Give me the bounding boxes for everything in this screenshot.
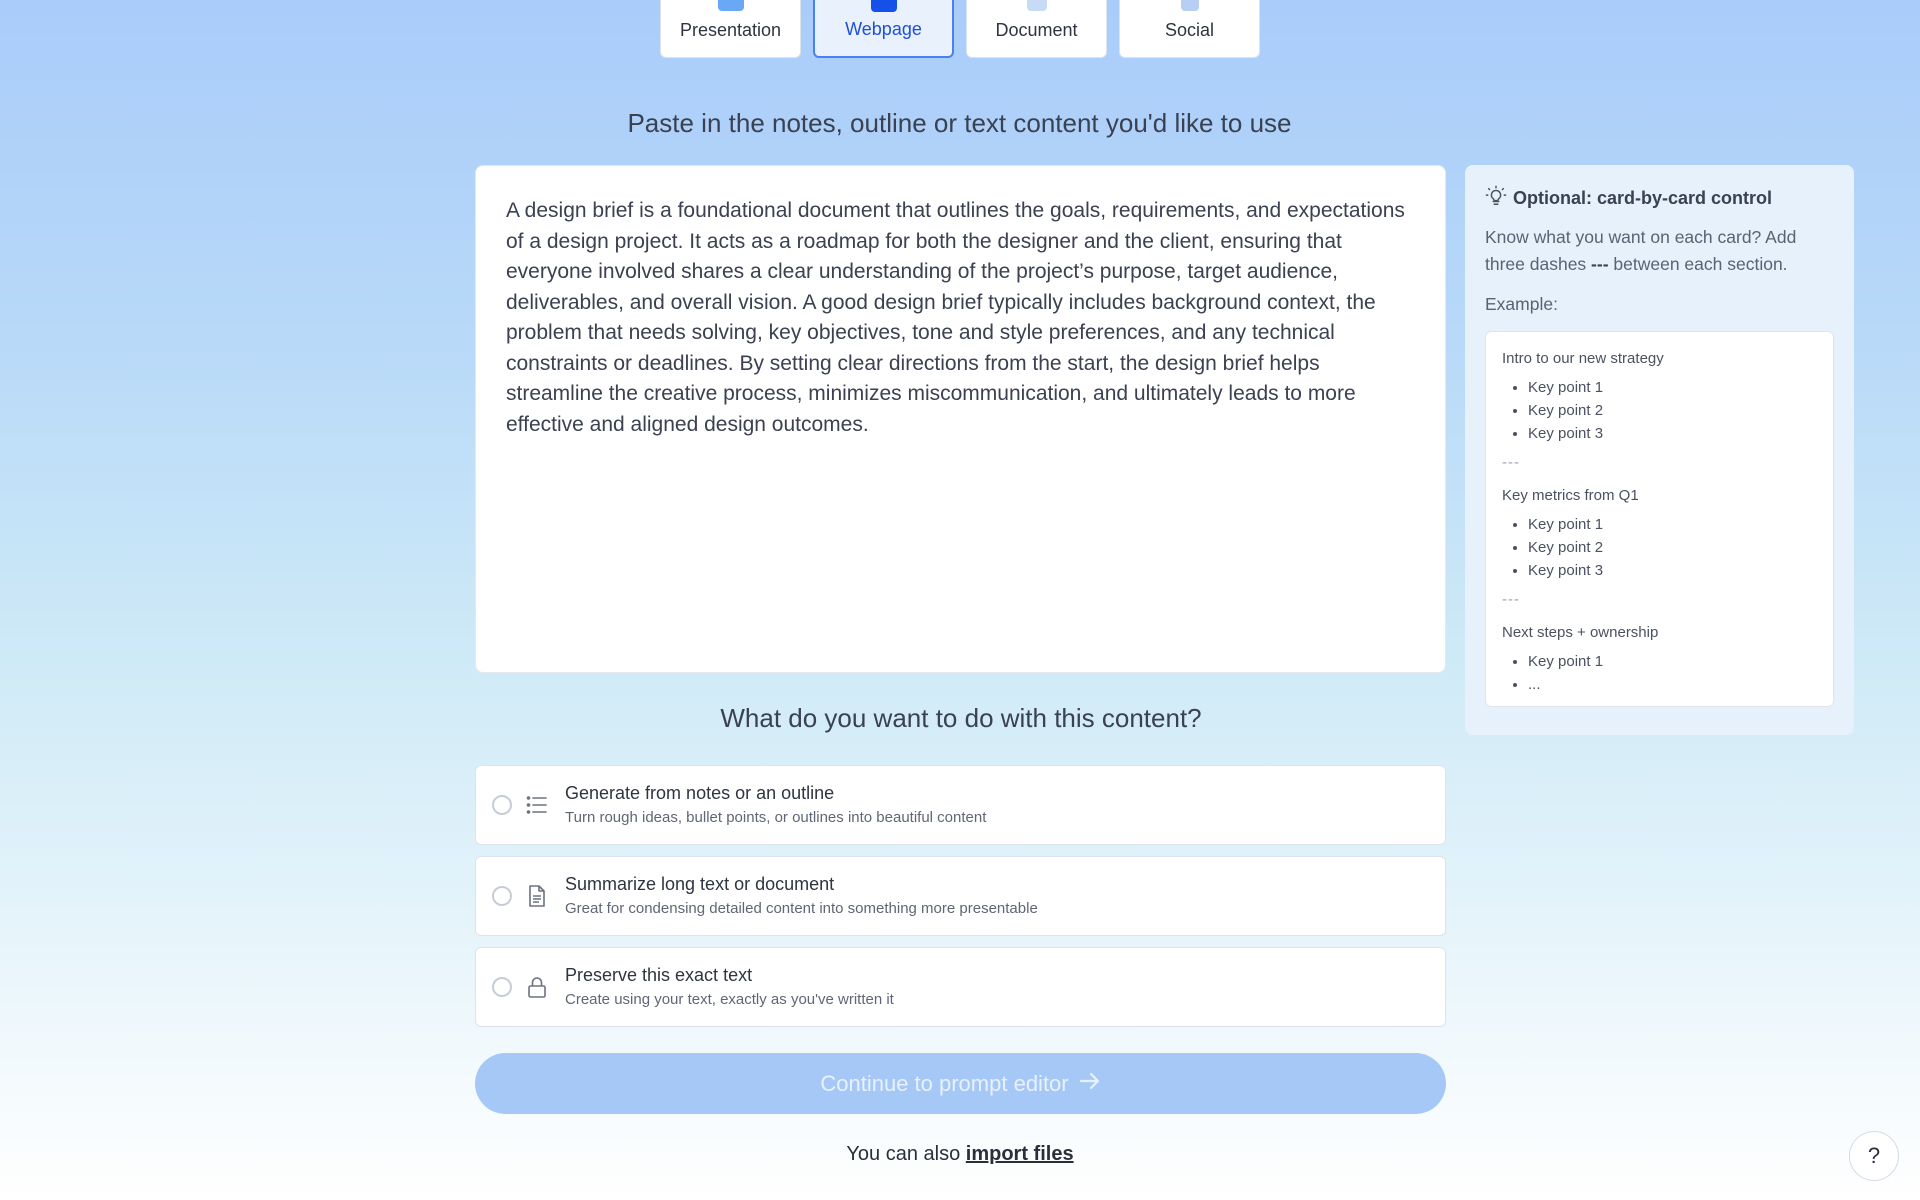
tab-social[interactable] [1119, 0, 1260, 58]
import-line [0, 1143, 1920, 1166]
list-item: • Key point 2 [1528, 399, 1817, 422]
radio-button[interactable] [492, 977, 512, 997]
tab-label: Webpage [845, 19, 922, 39]
example-points [1528, 650, 1817, 696]
tab-label: Document [995, 20, 1078, 40]
document-icon [526, 885, 548, 907]
paste-title-text: Paste in the notes, outline or text content you'd like to use [627, 108, 1292, 138]
example-points [1528, 376, 1817, 445]
import-prefix: You can also [846, 1143, 966, 1165]
example-points [1528, 513, 1817, 582]
option-title: Preserve this exact text [565, 965, 753, 985]
continue-label: Continue to prompt editor [820, 1070, 1069, 1096]
arrow-right-icon [1079, 1071, 1101, 1097]
action-title: What do you want to do with this content? [720, 703, 1202, 733]
lightbulb-icon [1485, 185, 1507, 212]
list-item: • Key point 1 [1528, 650, 1817, 673]
option-subtitle: Turn rough ideas, bullet points, or outlines into beautiful content [565, 809, 987, 826]
list-item: • Key point 3 [1528, 559, 1817, 582]
tips-heading-text: Optional: card-by-card control [1513, 188, 1773, 208]
option-subtitle: Great for condensing detailed content into something more presentable [565, 900, 1038, 917]
example-separator: --- [1502, 591, 1520, 608]
lock-icon [526, 976, 548, 998]
presentation-icon [718, 0, 744, 11]
content-editor[interactable]: A design brief is a foundational document that outlines the goals, requirements, and expectations of a design project. It acts as a roadmap for both the designer and the client, ensuring that everyone involved shares a clear understanding of the project’s purpose, target audience, deliverables, and overall vision. A good design brief typically includes background context, the problem that needs solving, key objectives, tone and style preferences, and any technical constraints or deadlines. By setting clear directions from the start, the design brief helps streamline the creative process, minimizes miscommunication, and ultimately leads to more effective and aligned design outcomes. [475, 165, 1446, 673]
radio-button[interactable] [492, 795, 512, 815]
continue-button[interactable] [475, 1053, 1446, 1114]
document-icon [1027, 0, 1047, 11]
tab-webpage[interactable] [813, 0, 954, 58]
content-type-tabs [660, 0, 1260, 58]
import-files-link[interactable]: import files [965, 1143, 1074, 1165]
option-preserve[interactable] [475, 947, 1446, 1027]
option-title: Summarize long text or document [565, 874, 835, 894]
tips-description: Know what you want on each card? Add three dashes --- between each section. [1485, 227, 1797, 274]
social-icon [1181, 0, 1199, 11]
tips-heading [1485, 185, 1834, 212]
radio-button[interactable] [492, 886, 512, 906]
tab-presentation[interactable] [660, 0, 801, 58]
example-separator: --- [1502, 454, 1520, 471]
example-heading: Next steps + ownership [1502, 624, 1659, 641]
list-item: • ... [1528, 673, 1817, 696]
option-summarize[interactable] [475, 856, 1446, 936]
list-icon [526, 794, 548, 816]
list-item: • Key point 2 [1528, 536, 1817, 559]
tab-label: Social [1164, 20, 1215, 40]
option-title: Generate from notes or an outline [565, 783, 835, 803]
option-generate[interactable] [475, 765, 1446, 845]
example-label: Example: [1485, 294, 1558, 314]
card-control-tips [1465, 165, 1854, 735]
help-button[interactable] [1849, 1131, 1899, 1181]
webpage-icon [871, 0, 897, 12]
tab-document[interactable] [966, 0, 1107, 58]
option-subtitle: Create using your text, exactly as you've written it [565, 991, 894, 1008]
paste-title [0, 108, 1920, 139]
example-box [1485, 331, 1834, 707]
example-heading: Intro to our new strategy [1502, 350, 1664, 367]
list-item: • Key point 1 [1528, 376, 1817, 399]
example-heading: Key metrics from Q1 [1502, 487, 1639, 504]
question-icon: ? [1867, 1143, 1881, 1168]
list-item: • Key point 1 [1528, 513, 1817, 536]
list-item: • Key point 3 [1528, 422, 1817, 445]
tab-label: Presentation [679, 20, 782, 40]
